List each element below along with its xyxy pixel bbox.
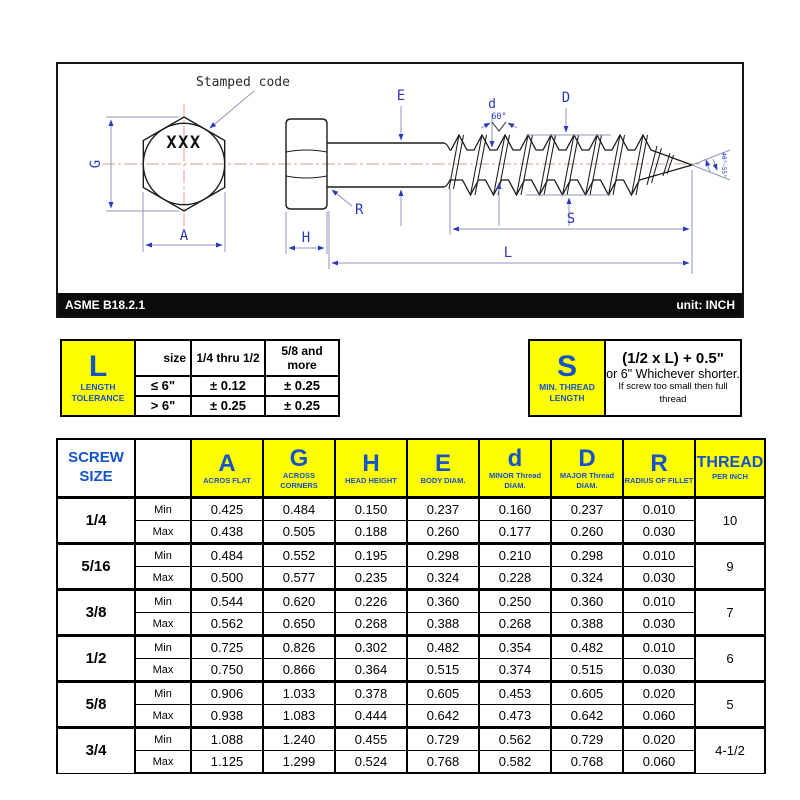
dimension-value: 0.228 (479, 567, 551, 590)
size-range: > 6" (135, 396, 191, 416)
dimension-value: 0.453 (479, 682, 551, 705)
column-symbol: H (362, 449, 380, 477)
dimension-value: 0.010 (623, 544, 695, 567)
dimension-value: 0.388 (551, 613, 623, 636)
dimension-value: 0.500 (191, 567, 263, 590)
dimension-value: 0.188 (335, 521, 407, 544)
column-label: HEAD HEIGHT (345, 475, 397, 485)
screw-size-value: 5/16 (57, 544, 135, 590)
dimension-value: 0.260 (551, 521, 623, 544)
column-header-E (407, 439, 479, 498)
dimension-value: 0.482 (407, 636, 479, 659)
thread-flights (449, 135, 674, 195)
spec-table-body (57, 498, 765, 774)
dim-label-D: D (561, 90, 571, 106)
dimension-value: 0.906 (191, 682, 263, 705)
screw-size-value: 5/8 (57, 682, 135, 728)
caption-tolerance: TOLERANCE (71, 393, 125, 403)
table-row-min (57, 728, 765, 751)
table-row-max (57, 567, 765, 590)
min-label: Min (135, 498, 191, 521)
column-label: ACROS FLAT (203, 475, 251, 485)
technical-drawing-panel (56, 62, 744, 318)
dimension-value: 0.388 (407, 613, 479, 636)
column-label: MAJOR Thread DIAM. (559, 470, 615, 490)
thread-header-line2: PER INCH (712, 471, 748, 481)
max-label: Max (135, 521, 191, 544)
column-symbol: R (650, 449, 668, 477)
dimension-value: 0.235 (335, 567, 407, 590)
dimension-value: 0.482 (551, 636, 623, 659)
dimension-value: 1.088 (191, 728, 263, 751)
thread-profile (444, 135, 692, 195)
dimension-value: 0.324 (551, 567, 623, 590)
dimension-value: 0.298 (407, 544, 479, 567)
max-label: Max (135, 751, 191, 774)
dimension-value: 0.360 (407, 590, 479, 613)
min-label: Min (135, 544, 191, 567)
column-label: MINOR Thread DIAM. (488, 470, 542, 490)
dimension-value: 0.060 (623, 705, 695, 728)
screw-size-value: 3/4 (57, 728, 135, 774)
dim-label-R: R (355, 202, 364, 218)
dimension-value: 0.505 (263, 521, 335, 544)
table-row-max (57, 751, 765, 774)
column-header-thread-per-inch (695, 439, 765, 498)
tolerance-value: ± 0.25 (265, 376, 339, 396)
dimension-value: 0.010 (623, 636, 695, 659)
min-label: Min (135, 590, 191, 613)
header-row (57, 439, 765, 498)
dimension-value: 0.298 (551, 544, 623, 567)
dim-label-A: A (179, 228, 189, 244)
dimension-value: 0.268 (335, 613, 407, 636)
dimension-value: 0.260 (407, 521, 479, 544)
dimension-value: 1.299 (263, 751, 335, 774)
column-header-R (623, 439, 695, 498)
dimension-value: 0.938 (191, 705, 263, 728)
dim-label-L: L (503, 245, 513, 261)
dimension-value: 0.438 (191, 521, 263, 544)
caption-length: LENGTH (80, 382, 116, 393)
dimension-value: 0.237 (551, 498, 623, 521)
column-header-d (479, 439, 551, 498)
dim-R-leader (332, 190, 352, 206)
dimension-value: 0.750 (191, 659, 263, 682)
dimension-value: 0.302 (335, 636, 407, 659)
size-range: ≤ 6" (135, 376, 191, 396)
min-label: Min (135, 636, 191, 659)
svg-text:60°: 60° (491, 112, 507, 122)
dimension-value: 0.768 (551, 751, 623, 774)
dimension-value: 0.360 (551, 590, 623, 613)
dimension-value: 0.160 (479, 498, 551, 521)
column-header-A (191, 439, 263, 498)
dimension-value: 0.620 (263, 590, 335, 613)
dimension-value: 0.020 (623, 682, 695, 705)
caption-min-thread: MIN. THREAD (539, 382, 595, 393)
dimension-value: 0.768 (407, 751, 479, 774)
lag-screw-drawing (58, 64, 742, 293)
dim-D (526, 108, 611, 226)
column-symbol: d (507, 444, 523, 472)
dim-label-E: E (396, 88, 406, 104)
table-row-max (57, 705, 765, 728)
dimension-value: 0.030 (623, 659, 695, 682)
dimension-value: 0.250 (479, 590, 551, 613)
stamped-code-leader (210, 91, 254, 128)
dimension-value: 0.030 (623, 521, 695, 544)
thread-per-inch-value: 7 (695, 590, 765, 636)
dimension-value: 0.030 (623, 567, 695, 590)
screw-size-value: 1/4 (57, 498, 135, 544)
dimension-value: 1.240 (263, 728, 335, 751)
dimension-value: 0.650 (263, 613, 335, 636)
min-thread-rule-cell (605, 340, 741, 416)
tolerance-value: ± 0.25 (265, 396, 339, 416)
thread-per-inch-value: 10 (695, 498, 765, 544)
dim-label-G: G (88, 159, 104, 169)
min-label: Min (135, 682, 191, 705)
length-tolerance-table (60, 339, 340, 417)
dimension-value: 0.237 (407, 498, 479, 521)
column-symbol: E (434, 449, 451, 477)
dimension-value: 0.866 (263, 659, 335, 682)
thread-angle-annotation (481, 112, 517, 131)
thread-per-inch-value: 6 (695, 636, 765, 682)
thread-per-inch-value: 4-1/2 (695, 728, 765, 774)
table-row-max (57, 521, 765, 544)
dim-label-H: H (301, 230, 311, 246)
dim-label-S: S (566, 211, 576, 227)
dimension-value: 0.425 (191, 498, 263, 521)
table-row-min (57, 590, 765, 613)
dimension-value: 0.226 (335, 590, 407, 613)
min-thread-symbol-cell (529, 340, 605, 416)
dimension-value: 0.010 (623, 498, 695, 521)
dimension-value: 1.083 (263, 705, 335, 728)
dimension-value: 0.729 (407, 728, 479, 751)
table-row-max (57, 659, 765, 682)
dimension-value: 0.484 (191, 544, 263, 567)
dimension-value: 1.033 (263, 682, 335, 705)
column-label: ACROSS CORNERS (280, 470, 318, 490)
dimension-value: 0.515 (407, 659, 479, 682)
dimension-value: 0.552 (263, 544, 335, 567)
thread-length-note2: If screw too small then full thread (618, 381, 728, 405)
caption-length: LENGTH (549, 393, 585, 403)
dimension-value: 0.020 (623, 728, 695, 751)
column-symbol: G (289, 444, 309, 472)
dimension-value: 0.473 (479, 705, 551, 728)
thread-length-note1: or 6" Whichever shorter. (606, 367, 740, 382)
table-row-min (57, 498, 765, 521)
thread-per-inch-value: 5 (695, 682, 765, 728)
dimension-value: 1.125 (191, 751, 263, 774)
svg-text:40°~55°: 40°~55° (720, 152, 727, 178)
column-label: RADIUS OF FILLET (624, 475, 694, 485)
dimension-value: 0.562 (479, 728, 551, 751)
screw-dimension-table (56, 438, 766, 774)
table-row-min (57, 636, 765, 659)
dimension-value: 0.364 (335, 659, 407, 682)
tolerance-value: ± 0.25 (191, 396, 265, 416)
thread-header-line1: THREAD (696, 454, 764, 472)
standard-name: ASME B18.2.1 (65, 297, 146, 312)
tip-angle-annotation (692, 150, 730, 180)
dimension-value: 0.605 (551, 682, 623, 705)
dimension-value: 0.642 (551, 705, 623, 728)
dimension-value: 0.642 (407, 705, 479, 728)
column-label: BODY DIAM. (420, 475, 466, 485)
shank (327, 143, 444, 187)
dimension-value: 0.455 (335, 728, 407, 751)
dimension-value: 0.177 (479, 521, 551, 544)
table-row-min (57, 682, 765, 705)
standard-bar (58, 293, 742, 316)
tolerance-value: ± 0.12 (191, 376, 265, 396)
dimension-value: 0.378 (335, 682, 407, 705)
dimension-value: 0.605 (407, 682, 479, 705)
table-row-max (57, 613, 765, 636)
dimension-value: 0.354 (479, 636, 551, 659)
screw-size-value: 3/8 (57, 590, 135, 636)
symbol-S: S (556, 350, 577, 384)
corner-header-screw-size: SCREW SIZE (57, 439, 135, 498)
spec-table-header (57, 439, 765, 498)
col-header-quarter-to-half: 1/4 thru 1/2 (191, 340, 265, 376)
col-header-five-eighth-more: 5/8 and more (265, 340, 339, 376)
screw-size-value: 1/2 (57, 636, 135, 682)
dimension-value: 0.562 (191, 613, 263, 636)
max-label: Max (135, 567, 191, 590)
dimension-value: 0.030 (623, 613, 695, 636)
column-symbol: A (218, 449, 236, 477)
column-header-D (551, 439, 623, 498)
dimension-value: 0.268 (479, 613, 551, 636)
dimension-value: 0.524 (335, 751, 407, 774)
thread-per-inch-value: 9 (695, 544, 765, 590)
column-symbol: D (578, 444, 596, 472)
dimension-value: 0.826 (263, 636, 335, 659)
stamped-code-marking: XXX (166, 133, 202, 153)
dimension-value: 0.195 (335, 544, 407, 567)
dimension-value: 0.725 (191, 636, 263, 659)
dimension-value: 0.484 (263, 498, 335, 521)
max-label: Max (135, 659, 191, 682)
col-header-size: size (135, 340, 191, 376)
dimension-value: 0.150 (335, 498, 407, 521)
dimension-value: 0.374 (479, 659, 551, 682)
unit-label: unit: INCH (676, 297, 735, 312)
stamped-code-label: Stamped code (196, 75, 290, 90)
column-header-G (263, 439, 335, 498)
max-label: Max (135, 613, 191, 636)
max-label: Max (135, 705, 191, 728)
dimension-value: 0.010 (623, 590, 695, 613)
dimension-value: 0.444 (335, 705, 407, 728)
column-header-H (335, 439, 407, 498)
symbol-L: L (88, 350, 108, 384)
dimension-value: 0.729 (551, 728, 623, 751)
dimension-value: 0.210 (479, 544, 551, 567)
dimension-value: 0.060 (623, 751, 695, 774)
dimension-value: 0.324 (407, 567, 479, 590)
thread-length-formula: (1/2 x L) + 0.5" (622, 349, 724, 367)
dimension-value: 0.577 (263, 567, 335, 590)
dimension-value: 0.582 (479, 751, 551, 774)
empty-header-cell (135, 439, 191, 498)
dimension-value: 0.515 (551, 659, 623, 682)
length-tolerance-symbol-cell (61, 340, 135, 416)
dimension-value: 0.544 (191, 590, 263, 613)
min-thread-length-table (528, 339, 742, 417)
table-row-min (57, 544, 765, 567)
dim-label-d: d (488, 97, 496, 112)
min-label: Min (135, 728, 191, 751)
